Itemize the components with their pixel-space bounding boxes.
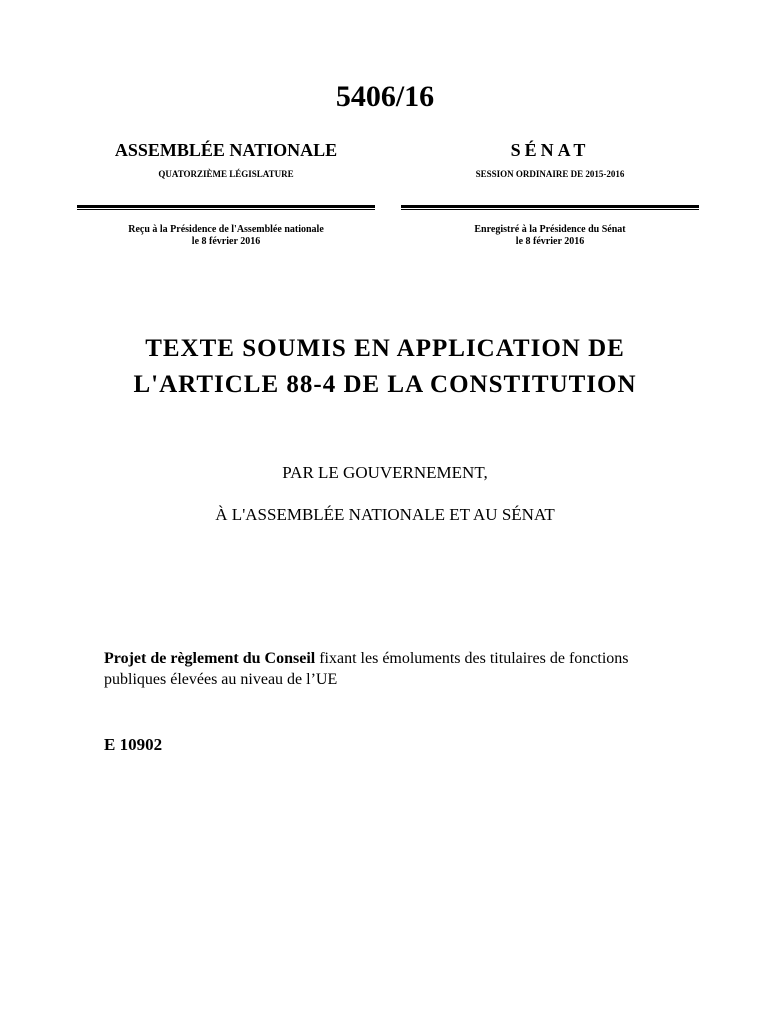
assemblee-subtitle: QUATORZIÈME LÉGISLATURE xyxy=(158,169,294,179)
to-parliament-line: À L'ASSEMBLÉE NATIONALE ET AU SÉNAT xyxy=(215,505,555,524)
main-title-line1: TEXTE SOUMIS EN APPLICATION DE xyxy=(145,335,625,362)
senat-divider xyxy=(401,205,699,210)
proposal-description: fixant les émoluments des titulaires de fonctions publiques élevées au niveau de l’UE xyxy=(104,650,629,688)
assemblee-received-date: le 8 février 2016 xyxy=(191,236,261,247)
assemblee-received-line1: Reçu à la Présidence de l'Assemblée nationale xyxy=(128,224,324,235)
senat-received-date: le 8 février 2016 xyxy=(515,236,585,247)
senat-received-block xyxy=(401,224,699,248)
assemblee-received-block xyxy=(77,224,375,248)
main-title-line2: L'ARTICLE 88-4 DE LA CONSTITUTION xyxy=(133,371,637,398)
reference-code: E 10902 xyxy=(104,735,163,754)
proposal-text xyxy=(104,648,684,690)
senat-received-line1: Enregistré à la Présidence du Sénat xyxy=(474,224,626,235)
proposal-title: Projet de règlement du Conseil xyxy=(104,650,316,667)
document-number: 5406/16 xyxy=(335,80,435,113)
main-title xyxy=(0,331,770,403)
by-government-line: PAR LE GOUVERNEMENT, xyxy=(282,463,488,482)
assemblee-title: ASSEMBLÉE NATIONALE xyxy=(114,140,338,160)
senat-title: SÉNAT xyxy=(510,140,590,160)
assemblee-divider xyxy=(77,205,375,210)
senat-subtitle: SESSION ORDINAIRE DE 2015-2016 xyxy=(475,169,625,179)
